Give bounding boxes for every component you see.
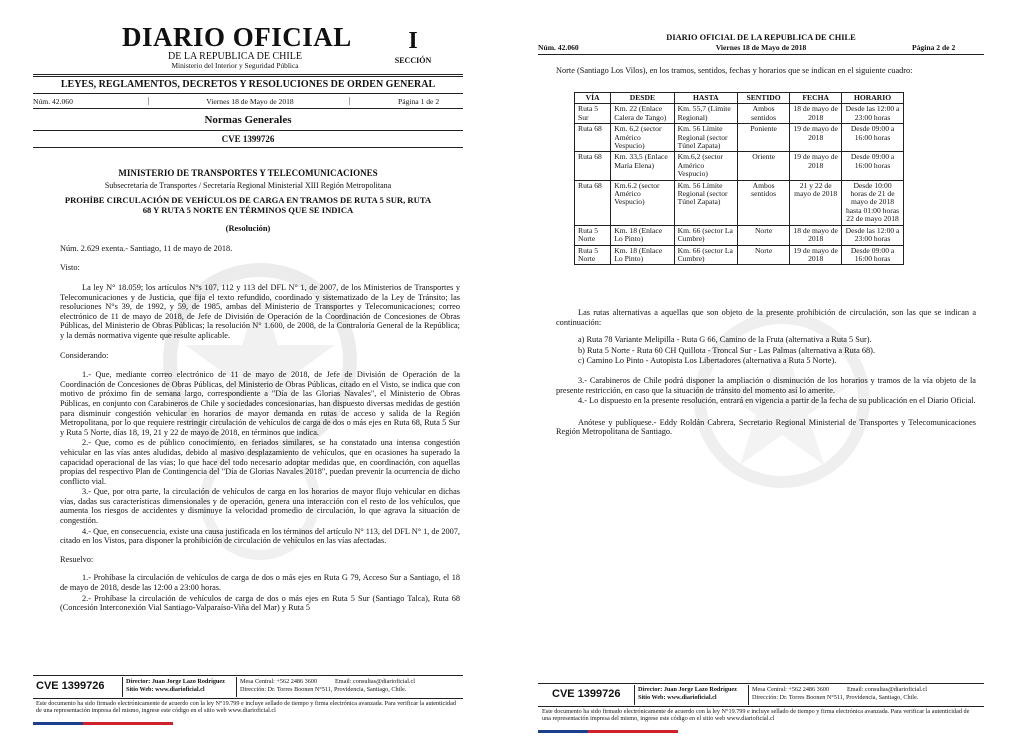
cell: Km. 66 (sector La Cumbre) — [674, 245, 737, 265]
cell: Km. 18 (Enlace Lo Pinto) — [611, 245, 674, 265]
table-row — [575, 124, 904, 152]
resuelvo-1: 1.- Prohíbase la circulación de vehículos de carga de dos o más ejes en Ruta G 79, Acceso Sur a Santiago, el 18 de mayo de 2018, desde las 12:00 a 23:00 horas. — [60, 573, 460, 593]
cell: Desde las 12:00 a 23:00 horas — [842, 225, 904, 245]
resolucion-label: (Resolución) — [225, 224, 271, 233]
table-row — [575, 104, 904, 124]
resuelvo-2: 2.- Prohíbase la circulación de vehículos de carga de dos o más ejes en Ruta 5 Sur (Santiago Talca), Ruta 68 (Concesión Interconexión Vial Santiago-Valparaíso-Viña del Mar) y Ruta 5 — [60, 593, 460, 613]
page2-issue-date: Viernes 18 de Mayo de 2018 — [715, 43, 807, 52]
col-desde: DESDE — [611, 93, 674, 104]
section-numeral: I — [408, 28, 418, 54]
footer-cve: CVE 1399726 — [36, 680, 105, 692]
cell: Ruta 68 — [575, 152, 611, 180]
footer-email: Email: consultas@diarioficial.cl — [335, 678, 415, 685]
cell: Poniente — [737, 124, 789, 152]
cell: 19 de mayo de 2018 — [790, 124, 842, 152]
cell: Ambos sentidos — [737, 180, 789, 225]
page-number: Página 1 de 2 — [398, 97, 440, 106]
footer2-note: Este documento ha sido firmado electrónicamente de acuerdo con la ley N°19.799 e incluye sellado de tiempo y firma electrónica avanzada. Para verificar la autenticidad de una representación impresa del mismo, ingrese este código en el sitio web www.diarioficial.cl — [542, 708, 970, 723]
table-row — [575, 180, 904, 225]
visto-paragraph: La ley N° 18.059; los artículos N°s 107, 112 y 113 del DFL N° 1, de 2007, de los Ministerios de Transportes y Telecomunicaciones y de Justicia, que fija el texto refundido, coordinado y sistematizado de la Ley de Tránsito; las resoluciones N°s 39, de 1992, y 59, de 1985, ambas del Ministerio de Transportes y Telecomunicaciones; correo electrónico de 11 de mayo de 2018, de Jefe de División de Operación de la Coordinación de Concesiones de Obras Públicas, del Ministerio de Obras Públicas; la resolución N° 1.600, de 2008, de la Contraloría General de la República; y la demás normativa vigente que resulte aplicable. — [60, 283, 460, 340]
table-header-row — [575, 93, 904, 104]
alt-route-c: c) Camino Lo Pinto - Autopista Los Libertadores (alternativa a Ruta 5 Norte). — [578, 356, 837, 366]
col-hasta: HASTA — [674, 93, 737, 104]
considerando-1: 1.- Que, mediante correo electrónico de 11 de mayo de 2018, de Jefe de División de Operación de la Coordinación de Concesiones de Obras Públicas, del Ministerio de Obras Públicas, citado en el Visto, se indica que con motivo de próximo fin de semana largo, correspondiente a "Día de las Glorias Navales", el Ministerio de Obras Públicas, en conjunto con Carabineros de Chile y sociedades concesionarias, han dispuesto diversas medidas de gestión para disminuir congestión vehicular en horarios de mayor demanda en rutas de acceso y salida de la Región Metropolitana, por lo que requiere restringir circulación de vehículos de carga de dos o más ejes en Ruta 68, Ruta 5 Sur y Ruta 5 Norte, días 18, 19, 21 y 22 de mayo de 2018, en términos que indica. — [60, 370, 460, 437]
cve-label: CVE 1399726 — [221, 134, 275, 144]
cell: 18 de mayo de 2018 — [790, 104, 842, 124]
cell: 21 y 22 de mayo de 2018 — [790, 180, 842, 225]
footer-note: Este documento ha sido firmado electrónicamente de acuerdo con la ley N°19.799 e incluye sellado de tiempo y firma electrónica avanzada. Para verificar la autenticidad de una representación impresa del mismo, ingrese este código en el sitio web www.diarioficial.cl — [36, 700, 456, 715]
cell: Km. 18 (Enlace Lo Pinto) — [611, 225, 674, 245]
table-intro: Norte (Santiago Los Vilos), en los tramos, sentidos, fechas y horarios que se indican en el siguiente cuadro: — [556, 66, 913, 75]
page-1: DIARIO OFICIAL DE LA REPUBLICA DE CHILE Ministerio del Interior y Seguridad Pública I SECCIÓN LEYES, REGLAMENTOS, DECRETOS Y RESOLUCIONES DE ORDEN GENERAL Núm. 42.060 | Viernes 18 de Mayo de 2018 | Página 1 de 2 Normas Generales CVE 1399726 MINISTERIO DE TRANSPORTES Y TELECOMUNICACIONES Subsecretaría de Transportes / Secretaría Regional Ministerial XIII Región Metropolitana PROHÍBE CIRCULACIÓN DE VEHÍCULOS DE CARGA EN TRAMOS DE RUTA 5 SUR, RUTA 68 Y RUTA 5 NORTE EN TÉRMINOS QUE SE INDICA (Resolución) Núm. 2.629 exenta.- Santiago, 11 de mayo de 2018. Visto: La ley N° 18.059; los artículos N°s 107, 112 y 113 del DFL N° 1, de 2007, de los Ministerios de Transportes y Telecomunicaciones y de Justicia, que fija el texto refundido, coordinado y sistematizado de la Ley de Tránsito; las resoluciones N°s 39, de 1992, y 59, de 1985, ambas del Ministerio de Transportes y Telecomunicaciones; correo electrónico de 11 de mayo de 2018, de Jefe de División de Operación de la Coordinación de Concesiones de Obras Públicas, del Ministerio de Obras Públicas; la resolución N° 1.600, de 2008, de la Contraloría General de la República; y la demás normativa vigente que resulte aplicable. Considerando: 1.- Que, mediante correo electrónico de 11 de mayo de 2018, de Jefe de División de Operación de la Coordinación de Concesiones de Obras Públicas, del Ministerio de Obras Públicas, citado en el Visto, se indica que con motivo de próximo fin de semana largo, correspondiente a "Día de las Glorias Navales", el Ministerio de Obras Públicas, en conjunto con Carabineros de Chile y sociedades concesionarias, han dispuesto diversas medidas de gestión para disminuir congestión vehicular en horarios de mayor demanda en rutas de acceso y salida de la Región Metropolitana, por lo que requiere restringir circulación de vehículos de carga de dos o más ejes en Ruta 68, Ruta 5 Sur y Ruta 5 Norte, días 18, 19, 21 y 22 de mayo de 2018, en términos que indica. 2.- Que, como es de público conocimiento, en feriados similares, se ha constatado una intensa congestión vehicular en las vías antes aludidas, debido al masivo desplazamiento de vehículos, que en ocasiones ha superado la capacidad operacional de las vías; lo que hace del todo necesario adoptar medidas que, en coordinación, con aquellas propias del respectivo Plan de Contingencia del "Día de Glorias Navales 2018", puedan prevenir la ocurrencia de dicho conflicto vial. 3.- Que, por otra parte, la circulación de vehículos de carga en los horarios de mayor flujo vehicular en dichas vías, dadas sus características dimensionales y de operación, genera una interacción con el resto de los vehículos, que aumenta los riesgos de accidentes y disminuye la velocidad promedio de circulación, lo que agrava la situación de congestión. 4.- Que, en consecuencia, existe una causa justificada en los términos del artículo N° 113, del DFL N° 1, de 2007, citado en los Vistos, para disponer la prohibición de circulación de vehículos en las vías afectadas. Resuelvo: 1.- Prohíbase la circulación de vehículos de carga de dos o más ejes en Ruta G 79, Acceso Sur a Santiago, el 18 de mayo de 2018, desde las 12:00 a 23:00 horas. 2.- Prohíbase la circulación de vehículos de carga de dos o más ejes en Ruta 5 Sur (Santiago Talca), Ruta 68 (Concesión Interconexión Vial Santiago-Valparaíso-Viña del Mar) y Ruta 5 CVE 1399726 Director: Juan Jorge Lazo Rodríguez Sitio Web: www.diarioficial.cl Mesa Central: +562 2486 3600 Email: consultas@diarioficial.cl Dirección: Dr. Torres Boonen N°511, Providencia, Santiago, Chile. Este documento ha sido firmado electrónicamente de acuerdo con la ley N°19.799 e incluye sellado de tiempo y firma electrónica avanzada. Para verificar la autenticidad de una representación impresa del mismo, ingrese este código en el sitio web www.diarioficial.cl — [0, 0, 512, 736]
cell: Ruta 5 Norte — [575, 245, 611, 265]
cell: Desde las 12:00 a 23:00 horas — [842, 104, 904, 124]
subsecretaria: Subsecretaría de Transportes / Secretaría Regional Ministerial XIII Región Metropolitana — [104, 181, 392, 190]
cell: 18 de mayo de 2018 — [790, 225, 842, 245]
page2-issue-number: Núm. 42.060 — [538, 43, 579, 52]
considerando-4: 4.- Que, en consecuencia, existe una causa justificada en los términos del artículo N° 113, del DFL N° 1, de 2007, citado en los Vistos, para disponer la prohibición de circulación de vehículos en las vías afectadas. — [60, 526, 460, 546]
footer-director: Director: Juan Jorge Lazo Rodríguez — [126, 678, 225, 685]
cell: Desde 10:00 horas de 21 de mayo de 2018 hasta 01:00 horas 22 de mayo 2018 — [842, 180, 904, 225]
page-2 — [512, 0, 1024, 736]
paragraph-4: 4.- Lo dispuesto en la presente resolución, entrará en vigencia a partir de la fecha de su publicación en el Diario Oficial. — [578, 396, 976, 406]
issue-date: Viernes 18 de Mayo de 2018 — [206, 97, 294, 106]
resuelvo-heading: Resuelvo: — [60, 554, 94, 564]
cell: Km.6.2 (sector Américo Vespucio) — [611, 180, 674, 225]
footer2-email: Email: consultas@diarioficial.cl — [847, 686, 927, 693]
cell: Ruta 5 Norte — [575, 225, 611, 245]
footer2-director: Director: Juan Jorge Lazo Rodríguez — [638, 686, 737, 693]
footer2-mesa: Mesa Central: +562 2486 3600 — [752, 686, 830, 693]
page2-page-number: Página 2 de 2 — [912, 43, 956, 52]
considerando-2: 2.- Que, como es de público conocimiento, en feriados similares, se ha constatado una intensa congestión vehicular en las vías antes aludidas, debido al masivo desplazamiento de vehículos, que en ocasiones ha superado la capacidad operacional de las vías; lo que hace del todo necesario adoptar medidas que, en coordinación, con aquellas propias del respectivo Plan de Contingencia del "Día de Glorias Navales 2018", puedan prevenir la ocurrencia de dicho conflicto vial. — [60, 438, 460, 486]
cell: Km. 66 (sector La Cumbre) — [674, 225, 737, 245]
cell: 19 de mayo de 2018 — [790, 152, 842, 180]
normas-heading: Normas Generales — [204, 114, 292, 126]
resolution-number: Núm. 2.629 exenta.- Santiago, 11 de mayo de 2018. — [60, 244, 233, 253]
cell: Ambos sentidos — [737, 104, 789, 124]
visto-heading: Visto: — [60, 263, 80, 272]
section-band: LEYES, REGLAMENTOS, DECRETOS Y RESOLUCIONES DE ORDEN GENERAL — [60, 79, 436, 90]
document-title: PROHÍBE CIRCULACIÓN DE VEHÍCULOS DE CARGA EN TRAMOS DE RUTA 5 SUR, RUTA 68 Y RUTA 5 NORTE EN TÉRMINOS QUE SE INDICA — [64, 195, 432, 215]
footer-sitio: Sitio Web: www.diarioficial.cl — [126, 686, 205, 693]
flag-stripe-2 — [538, 730, 984, 733]
footer-mesa: Mesa Central: +562 2486 3600 — [240, 678, 318, 685]
page2-body — [556, 308, 976, 438]
cell: Km. 22 (Enlace Calera de Tango) — [611, 104, 674, 124]
col-fecha: FECHA — [790, 93, 842, 104]
cell: Km. 6,2 (sector Américo Vespucio) — [611, 124, 674, 152]
footer2-cve: CVE 1399726 — [552, 688, 621, 700]
table-row — [575, 225, 904, 245]
alt-route-a: a) Ruta 78 Variante Melipilla - Ruta G 66, Camino de la Fruta (alternativa a Ruta 5 Sur). — [578, 335, 872, 345]
footer-direccion: Dirección: Dr. Torres Boonen N°511, Providencia, Santiago, Chile. — [240, 686, 407, 693]
cell: Ruta 5 Sur — [575, 104, 611, 124]
section-label: SECCIÓN — [394, 56, 432, 65]
footer2-sitio: Sitio Web: www.diarioficial.cl — [638, 694, 717, 701]
cell: Norte — [737, 245, 789, 265]
cell: Ruta 68 — [575, 124, 611, 152]
cell: Km.6,2 (sector Américo Vespucio) — [674, 152, 737, 180]
page2-header-title: DIARIO OFICIAL DE LA REPUBLICA DE CHILE — [666, 33, 856, 42]
paragraph-3: 3.- Carabineros de Chile podrá disponer la ampliación o disminución de los horarios y tramos de la vía objeto de la presente restricción, en caso que la situación de tránsito del momento así lo amerite. — [556, 375, 976, 395]
considerando-3: 3.- Que, por otra parte, la circulación de vehículos de carga en los horarios de mayor flujo vehicular en dichas vías, dadas sus características dimensionales y de operación, genera una interacción con el resto de los vehículos, que aumenta los riesgos de accidentes y disminuye la velocidad promedio de circulación, lo que agrava la situación de congestión. — [60, 487, 460, 526]
cell: Km. 56 Límite Regional (sector Túnel Zapata) — [674, 124, 737, 152]
restriction-table — [574, 92, 904, 265]
cell: Desde 09:00 a 16:00 horas — [842, 152, 904, 180]
cell: Km. 55,7 (Límite Regional) — [674, 104, 737, 124]
col-via: VÍA — [575, 93, 611, 104]
masthead-title: DIARIO OFICIAL — [122, 22, 352, 52]
cell: Desde 09:00 a 16:00 horas — [842, 124, 904, 152]
col-sentido: SENTIDO — [737, 93, 789, 104]
cell: Oriente — [737, 152, 789, 180]
cell: Km. 33,5 (Enlace María Elena) — [611, 152, 674, 180]
cell: Ruta 68 — [575, 180, 611, 225]
table-row — [575, 245, 904, 265]
table-row — [575, 152, 904, 180]
col-horario: HORARIO — [842, 93, 904, 104]
flag-stripe — [33, 722, 463, 725]
issue-number: Núm. 42.060 — [33, 97, 73, 106]
masthead-ministry: Ministerio del Interior y Seguridad Pública — [171, 61, 299, 70]
masthead-subtitle: DE LA REPUBLICA DE CHILE — [168, 51, 302, 62]
cell: 19 de mayo de 2018 — [790, 245, 842, 265]
cell: Norte — [737, 225, 789, 245]
cell: Km. 56 Límite Regional (sector Túnel Zapata) — [674, 180, 737, 225]
closing-signature: Anótese y publíquese.- Eddy Roldán Cabrera, Secretario Regional Ministerial de Transportes y Telecomunicaciones Región Metropolitana de Santiago. — [556, 417, 976, 437]
footer2-direccion: Dirección: Dr. Torres Boonen N°511, Providencia, Santiago, Chile. — [752, 694, 919, 701]
alt-route-b: b) Ruta 5 Norte - Ruta 60 CH Quillota - Troncal Sur - Las Palmas (alternativa a Ruta 68). — [578, 345, 876, 355]
main-body — [60, 283, 460, 614]
ministry-heading: MINISTERIO DE TRANSPORTES Y TELECOMUNICACIONES — [118, 168, 378, 178]
considerando-heading: Considerando: — [60, 350, 109, 360]
alt-routes-intro: Las rutas alternativas a aquellas que son objeto de la presente prohibición de circulación, son las que se indican a continuación: — [556, 308, 976, 327]
cell: Desde 09:00 a 16:00 horas — [842, 245, 904, 265]
